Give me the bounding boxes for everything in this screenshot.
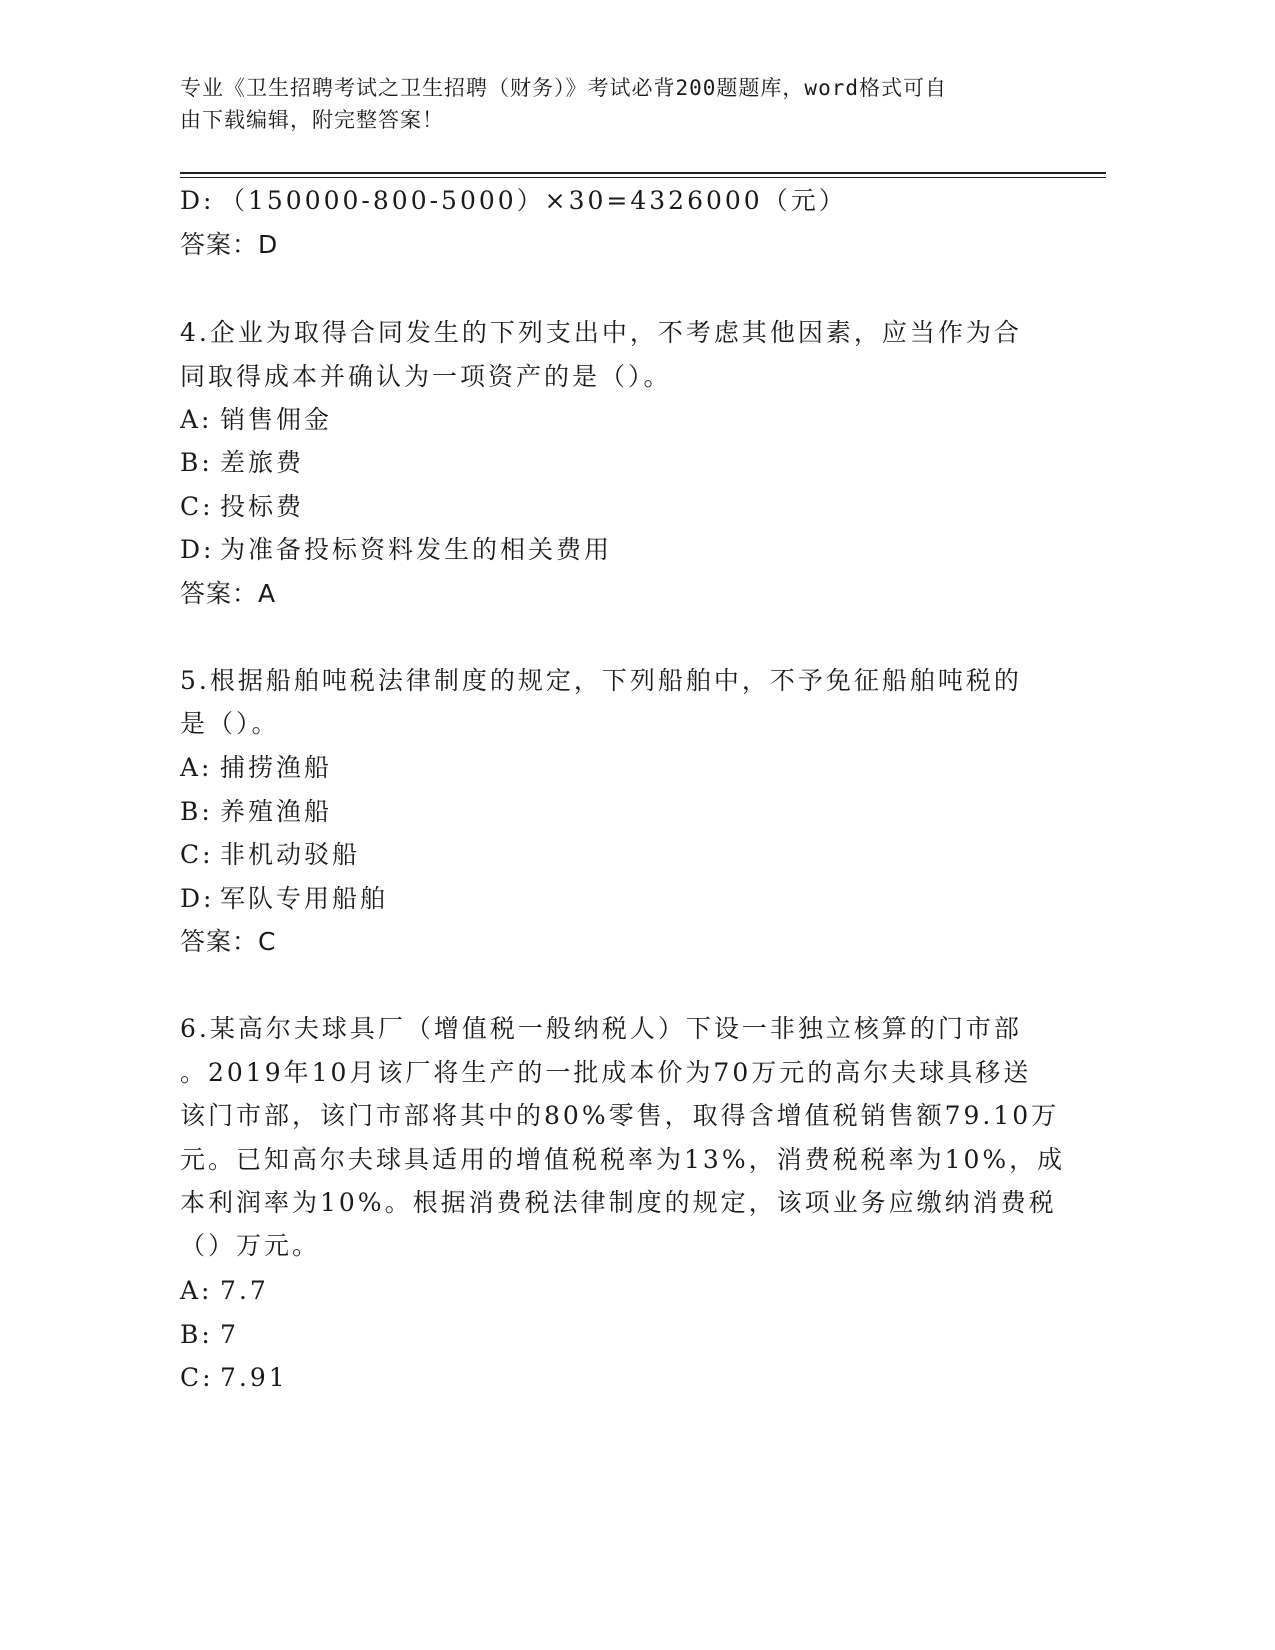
option-text: 差旅费 bbox=[220, 448, 305, 477]
option-key: C: bbox=[180, 492, 214, 521]
q4-stem-line-2: 同取得成本并确认为一项资产的是（）。 bbox=[180, 362, 672, 391]
option-text: 销售佣金 bbox=[220, 405, 333, 434]
q5-option-c bbox=[180, 840, 360, 870]
option-text: 养殖渔船 bbox=[220, 797, 333, 826]
q6-stem-line-5: 本利润率为10%。根据消费税法律制度的规定，该项业务应缴纳消费税 bbox=[180, 1188, 1057, 1217]
q6-stem-line-2: 。2019年10月该厂将生产的一批成本价为70万元的高尔夫球具移送 bbox=[180, 1058, 1032, 1087]
option-key: C: bbox=[180, 1363, 214, 1392]
option-key: D: bbox=[180, 186, 215, 215]
document-header bbox=[180, 72, 1040, 136]
option-key: A: bbox=[180, 1276, 213, 1305]
q6-option-a bbox=[180, 1276, 269, 1306]
q5-option-d bbox=[180, 884, 388, 914]
q6-stem-line-1: 6.某高尔夫球具厂（增值税一般纳税人）下设一非独立核算的门市部 bbox=[180, 1014, 1022, 1043]
q4-option-a bbox=[180, 405, 332, 435]
q4-option-d bbox=[180, 535, 612, 565]
option-text: 非机动驳船 bbox=[220, 840, 361, 869]
q6-stem-line-4: 元。已知高尔夫球具适用的增值税税率为13%，消费税税率为10%，成 bbox=[180, 1145, 1066, 1174]
q6-option-c bbox=[180, 1363, 288, 1393]
q4-answer: 答案：A bbox=[180, 579, 277, 608]
option-key: A: bbox=[180, 405, 213, 434]
q3-option-d bbox=[180, 186, 847, 216]
q6-stem-line-3: 该门市部，该门市部将其中的80%零售，取得含增值税销售额79.10万 bbox=[180, 1101, 1060, 1130]
option-text: 为准备投标资料发生的相关费用 bbox=[220, 535, 613, 564]
option-key: A: bbox=[180, 753, 213, 782]
q4-stem-line-1: 4.企业为取得合同发生的下列支出中，不考虑其他因素，应当作为合 bbox=[180, 318, 1022, 347]
option-text: 军队专用船舶 bbox=[220, 884, 389, 913]
option-key: B: bbox=[180, 797, 213, 826]
option-key: B: bbox=[180, 448, 213, 477]
option-text: 捕捞渔船 bbox=[220, 753, 333, 782]
option-key: B: bbox=[180, 1320, 213, 1349]
option-key: D: bbox=[180, 884, 215, 913]
header-line-2: 由下载编辑，附完整答案！ bbox=[180, 108, 444, 132]
option-text: 7 bbox=[220, 1320, 239, 1349]
q6-option-b bbox=[180, 1320, 239, 1350]
header-divider-thick bbox=[180, 172, 1106, 174]
option-text: 投标费 bbox=[220, 492, 305, 521]
option-key: C: bbox=[180, 840, 214, 869]
q4-option-c bbox=[180, 492, 304, 522]
option-text: （150000-800-5000）×30=4326000（元） bbox=[220, 186, 847, 215]
q5-option-a bbox=[180, 753, 332, 783]
option-text: 7.91 bbox=[220, 1363, 288, 1392]
q5-stem-line-2: 是（）。 bbox=[180, 709, 280, 738]
header-divider-thin bbox=[180, 177, 1106, 178]
q5-answer: 答案：C bbox=[180, 927, 277, 956]
option-key: D: bbox=[180, 535, 215, 564]
q5-option-b bbox=[180, 797, 332, 827]
q3-answer: 答案：D bbox=[180, 230, 279, 259]
q4-option-b bbox=[180, 448, 304, 478]
option-text: 7.7 bbox=[220, 1276, 269, 1305]
q5-stem-line-1: 5.根据船舶吨税法律制度的规定，下列船舶中，不予免征船舶吨税的 bbox=[180, 666, 1022, 695]
q6-stem-line-6: （）万元。 bbox=[180, 1231, 321, 1260]
header-line-1: 专业《卫生招聘考试之卫生招聘（财务）》考试必背200题题库，word格式可自 bbox=[180, 76, 947, 100]
